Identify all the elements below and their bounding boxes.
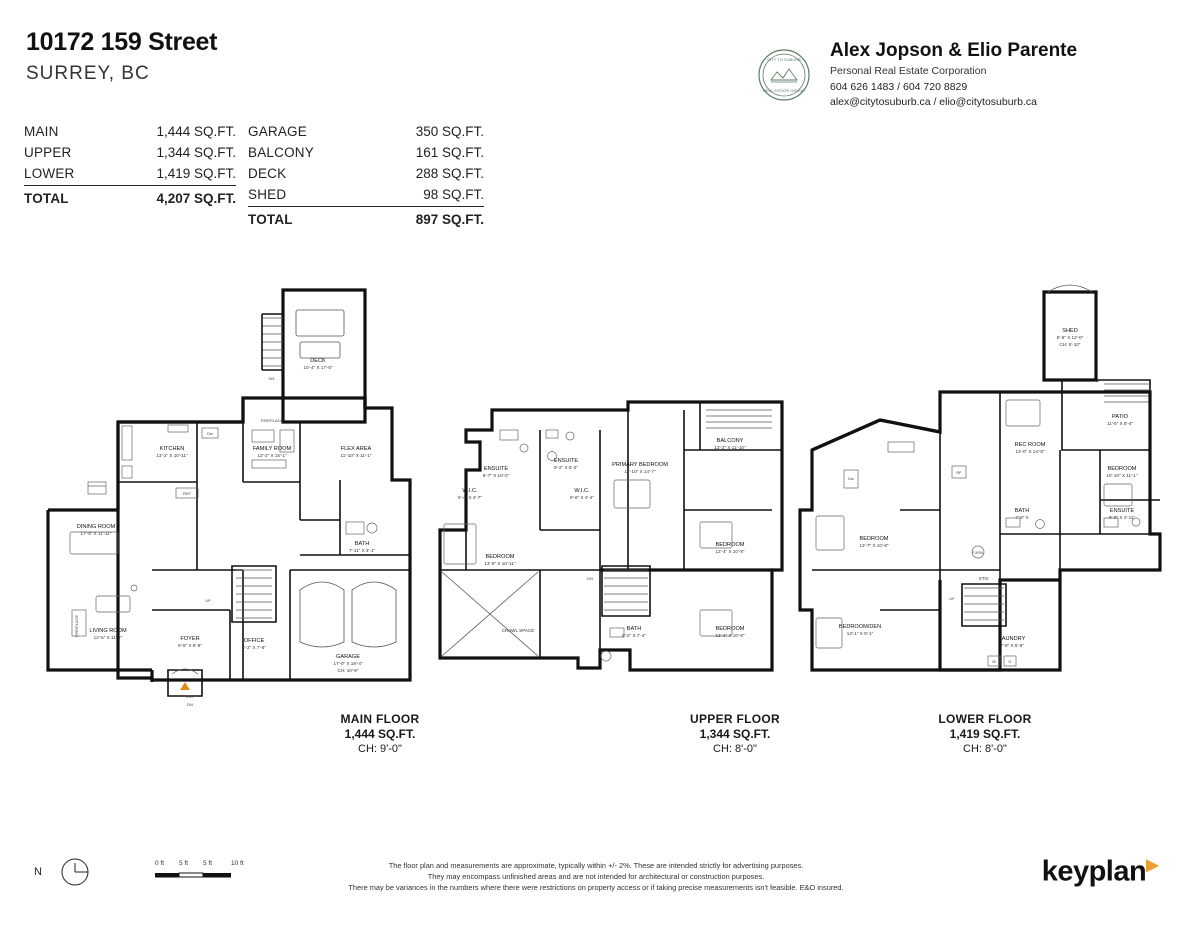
svg-text:9'-6" X 4'-4": 9'-6" X 4'-4" bbox=[570, 495, 594, 500]
keyplan-wordmark: keyplan bbox=[1041, 855, 1147, 888]
area-total-value: 897 SQ.FT. bbox=[371, 207, 484, 232]
svg-text:DECK: DECK bbox=[310, 358, 326, 364]
area-label: SHED bbox=[248, 187, 287, 202]
area-value: 288 SQ.FT. bbox=[415, 166, 484, 181]
svg-text:BATH: BATH bbox=[354, 541, 370, 547]
svg-text:BATH: BATH bbox=[626, 626, 642, 632]
svg-text:FIREPLACE: FIREPLACE bbox=[74, 614, 79, 638]
upper-floor-caption bbox=[650, 712, 820, 757]
svg-text:UP: UP bbox=[1095, 378, 1101, 383]
area-label: GARAGE bbox=[248, 124, 307, 139]
upper-floor-drawing bbox=[440, 402, 782, 670]
svg-text:FOYER: FOYER bbox=[180, 636, 200, 642]
svg-text:10'-4" X 17'-5": 10'-4" X 17'-5" bbox=[303, 365, 333, 370]
svg-text:13'-0" X 14'-8": 13'-0" X 14'-8" bbox=[1015, 449, 1045, 454]
floor-area: 1,344 SQ.FT. bbox=[699, 727, 771, 741]
table-row-total bbox=[24, 186, 236, 211]
svg-text:CITY TO SUBURB: CITY TO SUBURB bbox=[767, 57, 801, 62]
svg-text:BATH: BATH bbox=[1014, 508, 1030, 514]
svg-text:BEDROOM: BEDROOM bbox=[1107, 466, 1137, 472]
scale-tick: 10 ft bbox=[231, 860, 244, 867]
property-address bbox=[26, 28, 217, 85]
svg-text:ENSUITE: ENSUITE bbox=[553, 458, 579, 464]
table-row bbox=[24, 143, 236, 164]
svg-text:FAMILY ROOM: FAMILY ROOM bbox=[252, 446, 292, 452]
scale-bar bbox=[155, 860, 265, 888]
lower-floor-caption bbox=[900, 712, 1070, 757]
compass-icon bbox=[52, 855, 98, 889]
svg-text:9'-0" X 4'-11": 9'-0" X 4'-11" bbox=[1108, 515, 1136, 520]
agent-info bbox=[830, 40, 1160, 108]
scale-bar-icon bbox=[155, 871, 247, 883]
svg-text:11'-10" X 11'-1": 11'-10" X 11'-1" bbox=[340, 453, 372, 458]
agent-name: Alex Jopson & Elio Parente bbox=[830, 40, 1078, 61]
lower-floor-drawing bbox=[800, 285, 1160, 670]
agent-emails: alex@citytosuburb.ca / elio@citytosuburb.ca bbox=[830, 96, 1037, 108]
svg-text:REF: REF bbox=[183, 491, 191, 496]
svg-text:BEDROOM: BEDROOM bbox=[859, 536, 889, 542]
area-label: MAIN bbox=[24, 124, 59, 139]
scale-tick: 0 ft bbox=[155, 860, 165, 867]
svg-text:13'-2" X 11'-10": 13'-2" X 11'-10" bbox=[714, 445, 746, 450]
svg-text:ENSUITE: ENSUITE bbox=[1109, 508, 1135, 514]
svg-text:OFFICE: OFFICE bbox=[243, 638, 265, 644]
svg-text:FURN.: FURN. bbox=[971, 550, 985, 555]
svg-text:GARAGE: GARAGE bbox=[336, 654, 360, 660]
floor-name: LOWER FLOOR bbox=[938, 712, 1032, 726]
disclaimer-line-1: The floor plan and measurements are approximate, typically within +/- 2%. These are intended strictly for advertising purposes. bbox=[388, 861, 804, 870]
svg-text:UP: UP bbox=[949, 596, 955, 601]
area-label: DECK bbox=[248, 166, 287, 181]
svg-text:11'-5" X 8'-4": 11'-5" X 8'-4" bbox=[1106, 421, 1134, 426]
svg-text:BEDROOM: BEDROOM bbox=[485, 554, 515, 560]
floorplan-drawings bbox=[0, 270, 1200, 770]
table-row bbox=[24, 122, 236, 143]
svg-text:D: D bbox=[1008, 659, 1012, 664]
disclaimer-line-2: They may encompass unfinished areas and are not intended for architectural or construction purposes. bbox=[427, 872, 765, 881]
svg-text:DN: DN bbox=[187, 702, 193, 707]
svg-text:Dw: Dw bbox=[848, 476, 854, 481]
svg-text:ENSUITE: ENSUITE bbox=[483, 466, 509, 472]
floor-ceiling: CH: 9'-0" bbox=[358, 743, 402, 755]
area-value: 1,344 SQ.FT. bbox=[156, 145, 236, 160]
svg-text:ENT: ENT bbox=[186, 694, 194, 699]
compass-label: N bbox=[34, 866, 42, 878]
svg-text:9'-2" X 6'-2": 9'-2" X 6'-2" bbox=[554, 465, 578, 470]
svg-text:8'-2" X 7'-4": 8'-2" X 7'-4" bbox=[622, 633, 646, 638]
svg-text:DN: DN bbox=[587, 576, 593, 581]
svg-text:RF: RF bbox=[956, 470, 962, 475]
svg-text:6'-5" X 12'-0": 6'-5" X 12'-0" bbox=[1056, 335, 1084, 340]
area-value: 350 SQ.FT. bbox=[415, 124, 484, 139]
area-value: 1,419 SQ.FT. bbox=[156, 166, 236, 181]
svg-text:13'-2" X 15'-1": 13'-2" X 15'-1" bbox=[257, 453, 287, 458]
table-row bbox=[248, 164, 484, 185]
svg-text:BEDROOM: BEDROOM bbox=[715, 542, 745, 548]
area-total-label: TOTAL bbox=[248, 207, 371, 232]
svg-text:6'-7" X 10'-0": 6'-7" X 10'-0" bbox=[482, 473, 510, 478]
svg-text:Dw: Dw bbox=[207, 431, 213, 436]
table-row bbox=[248, 122, 484, 143]
scale-tick: 5 ft bbox=[203, 860, 213, 867]
area-total-label: TOTAL bbox=[24, 186, 135, 211]
svg-text:7'-8" X 6'-9": 7'-8" X 6'-9" bbox=[1000, 643, 1024, 648]
svg-text:11'-10" X 14'-7": 11'-10" X 14'-7" bbox=[624, 469, 656, 474]
svg-text:5'-4" X 4'-7": 5'-4" X 4'-7" bbox=[458, 495, 482, 500]
table-row-total bbox=[248, 207, 484, 232]
svg-text:LAUNDRY: LAUNDRY bbox=[998, 636, 1026, 642]
svg-text:BEDROOM/DEN: BEDROOM/DEN bbox=[838, 624, 882, 630]
area-label: BALCONY bbox=[248, 145, 314, 160]
floor-name: MAIN FLOOR bbox=[340, 712, 420, 726]
svg-text:10'-10" X 11'-1": 10'-10" X 11'-1" bbox=[1106, 473, 1138, 478]
address-line-1: 10172 159 Street bbox=[26, 28, 218, 56]
svg-text:STO.: STO. bbox=[978, 576, 990, 581]
svg-text:13'-4" X 10'-8": 13'-4" X 10'-8" bbox=[715, 549, 745, 554]
svg-text:13'-4" X 10'-8": 13'-4" X 10'-8" bbox=[715, 633, 745, 638]
svg-text:W.I.C.: W.I.C. bbox=[574, 488, 590, 494]
scale-tick-labels bbox=[155, 860, 265, 870]
svg-text:FLEX AREA: FLEX AREA bbox=[340, 446, 372, 452]
svg-text:REC ROOM: REC ROOM bbox=[1014, 442, 1046, 448]
svg-text:BALCONY: BALCONY bbox=[716, 438, 744, 444]
svg-text:PRIMARY BEDROOM: PRIMARY BEDROOM bbox=[612, 462, 668, 468]
svg-text:7'-9" X: 7'-9" X bbox=[1015, 515, 1029, 520]
brokerage-seal-icon bbox=[757, 48, 811, 102]
area-label: UPPER bbox=[24, 145, 72, 160]
svg-text:8'-2" X 7'-6": 8'-2" X 7'-6" bbox=[242, 645, 266, 650]
main-floor-drawing bbox=[48, 290, 410, 707]
keyplan-logo bbox=[1042, 855, 1158, 889]
table-row bbox=[248, 143, 484, 164]
svg-text:KITCHEN: KITCHEN bbox=[159, 446, 185, 452]
svg-text:17'-0" X 19'-4": 17'-0" X 19'-4" bbox=[333, 661, 363, 666]
svg-text:DINING ROOM: DINING ROOM bbox=[76, 524, 116, 530]
table-row bbox=[24, 164, 236, 186]
svg-text:13'-2" X 10'-11": 13'-2" X 10'-11" bbox=[156, 453, 188, 458]
svg-text:LIVING ROOM: LIVING ROOM bbox=[89, 628, 127, 634]
area-total-value: 4,207 SQ.FT. bbox=[135, 186, 236, 211]
floor-area: 1,444 SQ.FT. bbox=[344, 727, 416, 741]
svg-text:13'-1" X 9'-1": 13'-1" X 9'-1" bbox=[846, 631, 874, 636]
svg-text:REAL ESTATE GROUP: REAL ESTATE GROUP bbox=[762, 88, 806, 93]
svg-text:13'-5" X 10'-11": 13'-5" X 10'-11" bbox=[484, 561, 516, 566]
keyplan-flag-icon: ▶ bbox=[1146, 857, 1158, 874]
svg-text:W.I.C.: W.I.C. bbox=[462, 488, 478, 494]
exterior-area-table bbox=[248, 122, 484, 231]
svg-text:BEDROOM: BEDROOM bbox=[715, 626, 745, 632]
svg-text:SHED: SHED bbox=[1062, 328, 1078, 334]
interior-area-table bbox=[24, 122, 236, 210]
disclaimer-line-3: There may be variances in the numbers where there were restrictions on property access or if taking precise measurements isn't feasible. E&O insured. bbox=[348, 883, 844, 892]
svg-text:CH: 5'-10": CH: 5'-10" bbox=[1059, 342, 1081, 347]
disclaimer bbox=[316, 860, 876, 893]
svg-text:17'-9" X 11'-11": 17'-9" X 11'-11" bbox=[80, 531, 112, 536]
agent-phones: 604 626 1483 / 604 720 8829 bbox=[830, 81, 968, 93]
floor-area: 1,419 SQ.FT. bbox=[949, 727, 1021, 741]
svg-text:CRAWL SPACE: CRAWL SPACE bbox=[501, 628, 535, 633]
agent-subtitle: Personal Real Estate Corporation bbox=[830, 65, 987, 77]
floor-ceiling: CH: 8'-0" bbox=[713, 743, 757, 755]
area-value: 161 SQ.FT. bbox=[415, 145, 484, 160]
area-value: 1,444 SQ.FT. bbox=[156, 124, 236, 139]
address-line-2: SURREY, BC bbox=[26, 63, 150, 84]
area-value: 98 SQ.FT. bbox=[423, 187, 484, 202]
svg-text:7'-11" X 3'-1": 7'-11" X 3'-1" bbox=[348, 548, 376, 553]
svg-text:DN.: DN. bbox=[268, 376, 276, 381]
scale-tick: 5 ft bbox=[179, 860, 189, 867]
table-row bbox=[248, 185, 484, 207]
svg-text:PATIO: PATIO bbox=[1112, 414, 1128, 420]
svg-text:UP: UP bbox=[205, 598, 211, 603]
svg-text:FIREPLACE: FIREPLACE bbox=[260, 418, 284, 423]
svg-text:13'-7" X 10'-8": 13'-7" X 10'-8" bbox=[859, 543, 889, 548]
svg-text:9'-5" X 6'-9": 9'-5" X 6'-9" bbox=[178, 643, 202, 648]
main-floor-caption bbox=[300, 712, 460, 757]
svg-text:12'-6" X 11'-2": 12'-6" X 11'-2" bbox=[93, 635, 123, 640]
svg-text:W: W bbox=[992, 659, 996, 664]
floor-ceiling: CH: 8'-0" bbox=[963, 743, 1007, 755]
svg-text:CH: 10'-9": CH: 10'-9" bbox=[337, 668, 359, 673]
area-label: LOWER bbox=[24, 166, 75, 181]
floor-name: UPPER FLOOR bbox=[690, 712, 780, 726]
